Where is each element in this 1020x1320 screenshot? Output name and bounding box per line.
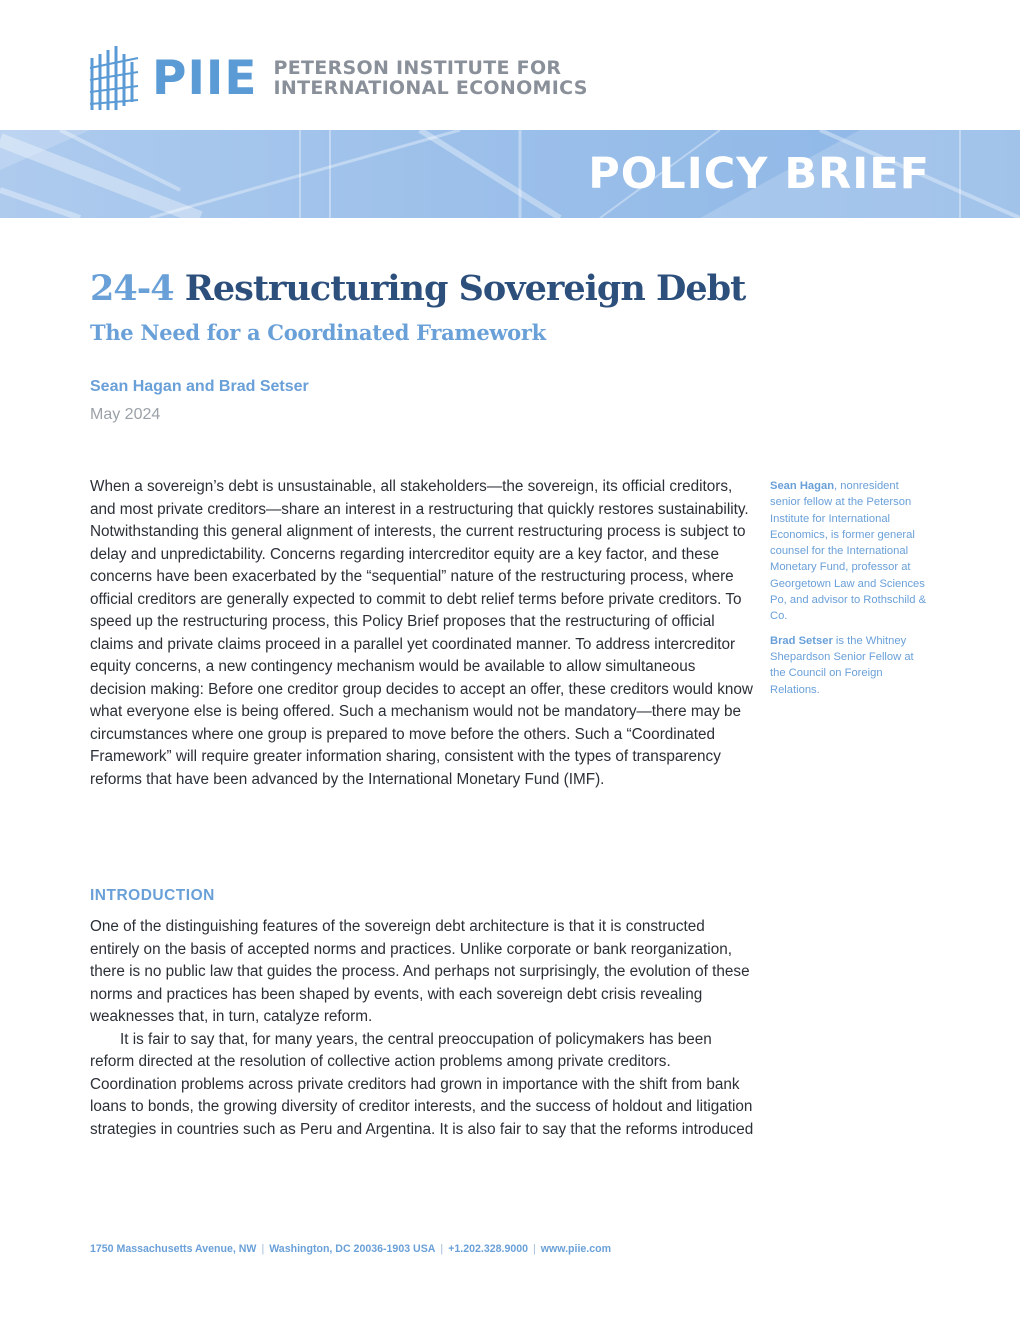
footer-contact	[90, 1243, 611, 1255]
abstract	[90, 476, 755, 791]
publication-date: May 2024	[90, 406, 161, 423]
intro-paragraph-1: One of the distinguishing features of the sovereign debt architecture is that it is constructed entirely on the basis of accepted norms and practices. Unlike corporate or bank reorganization, there is no public law that guides the process. And perhaps not surprisingly, the evolution of these norms and practices has been shaped by events, with each sovereign debt crisis revealing weaknesses that, in turn, catalyze reform.	[90, 918, 750, 1025]
author-bio-setser-text: is the Whitney Shepardson Senior Fellow at the Council on Foreign Relations.	[770, 634, 914, 696]
piie-logo	[88, 44, 588, 112]
policy-brief-banner	[0, 130, 1020, 218]
logo-abbreviation: PIIE	[152, 50, 258, 106]
footer-separator: |	[533, 1243, 536, 1255]
introduction-body	[90, 916, 755, 1141]
author-bio-setser	[770, 633, 930, 698]
abstract-paragraph: When a sovereign’s debt is unsustainable, all stakeholders—the sovereign, its official creditors, and most private creditors—share an interest in a restructuring that quickly restores sustainability. Notwithstanding this general alignment of interests, the current restructuring process is subject to delay and unpredictability. Concerns regarding intercreditor equity are a key factor, and these concerns have been exacerbated by the “sequential” nature of the restructuring process, where official creditors are generally expected to commit to debt relief terms before private creditors. To speed up the restructuring process, this Policy Brief proposes that the restructuring of official claims and private claims proceed in a parallel yet coordinated manner. To address intercreditor equity concerns, a new contingency mechanism would be available to allow simultaneous decision making: Before one creditor group decides to accept an offer, these creditors would know what everyone else is being offered. Such a mechanism would not be mandatory—there may be circumstances where one group is prepared to move before the others. Such a “Coordinated Framework” will require greater information sharing, consistent with the types of transparency reforms that have been advanced by the International Monetary Fund (IMF).	[90, 478, 753, 788]
author-name-setser: Brad Setser	[770, 634, 833, 647]
brief-subtitle: The Need for a Coordinated Framework	[90, 320, 546, 345]
footer-address: 1750 Massachusetts Avenue, NW	[90, 1243, 257, 1255]
building-logo-icon	[88, 44, 140, 112]
organization-name	[274, 58, 588, 98]
author-bio-hagan-text: , nonresident senior fellow at the Peterson Institute for International Economics, is former general counsel for the International Monetary Fund, professor at Georgetown Law and Sciences Po, and advisor to Rothschild & Co.	[770, 480, 927, 623]
footer-city: Washington, DC 20036-1903 USA	[269, 1243, 436, 1255]
footer-separator: |	[261, 1243, 265, 1255]
author-bios-sidebar	[770, 478, 930, 706]
footer-website-link[interactable]: www.piie.com	[540, 1243, 612, 1255]
brief-number: 24-4	[90, 268, 174, 309]
author-bio-hagan	[770, 478, 930, 625]
footer-separator: |	[440, 1243, 444, 1255]
author-name-hagan: Sean Hagan	[770, 480, 835, 492]
banner-title: POLICY BRIEF	[588, 149, 930, 199]
brief-title	[90, 266, 745, 312]
organization-name-line2: INTERNATIONAL ECONOMICS	[273, 77, 588, 99]
organization-name-line1: PETERSON INSTITUTE FOR	[273, 57, 562, 79]
authors-line: Sean Hagan and Brad Setser	[90, 378, 309, 395]
introduction-heading: INTRODUCTION	[90, 887, 215, 904]
footer-phone: +1.202.328.9000	[448, 1243, 529, 1255]
brief-title-text: Restructuring Sovereign Debt	[184, 268, 746, 309]
intro-paragraph-2: It is fair to say that, for many years, the central preoccupation of policymakers has been reform directed at the resolution of collective action problems among private creditors. Coordination problems across private creditors had grown in importance with the shift from bank loans to bonds, the growing diversity of creditor interests, and the success of holdout and litigation strategies in countries such as Peru and Argentina. It is also fair to say that the reforms introduced	[90, 1030, 754, 1138]
